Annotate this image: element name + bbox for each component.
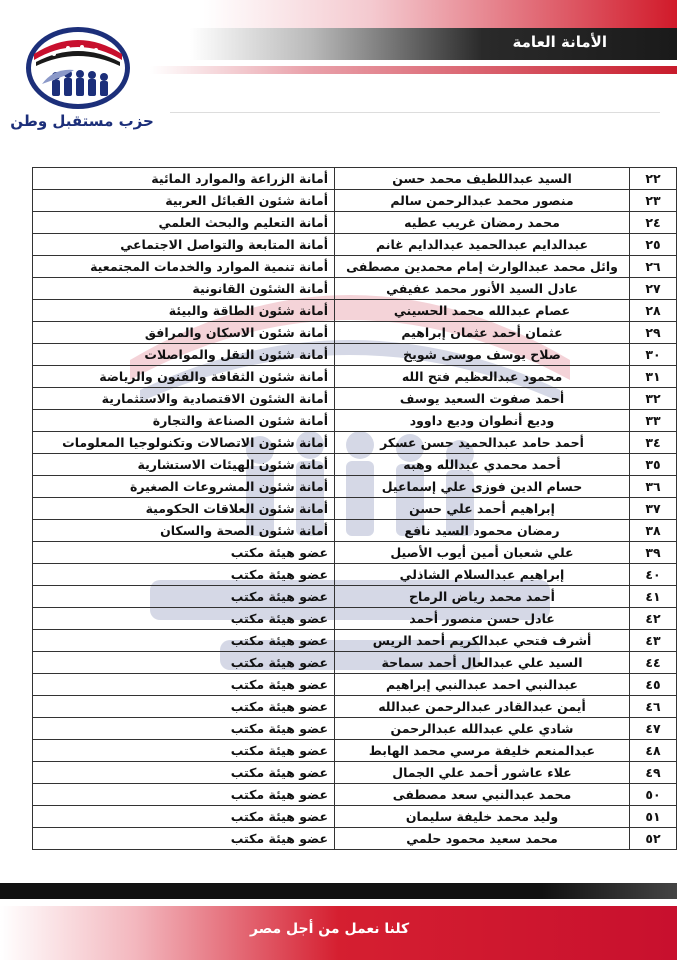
member-name: السيد علي عبدالعال أحمد سماحة bbox=[335, 652, 630, 674]
member-name: أشرف فتحي عبدالكريم أحمد الريس bbox=[335, 630, 630, 652]
party-logo-icon bbox=[24, 24, 132, 112]
table-row bbox=[33, 212, 677, 234]
table-row bbox=[33, 300, 677, 322]
header-red-strip bbox=[150, 66, 677, 74]
row-number: ٤٧ bbox=[630, 718, 677, 740]
member-role: أمانة الشئون الاقتصادية والاستثمارية bbox=[33, 388, 335, 410]
footer-slogan: كلنا نعمل من أجل مصر bbox=[250, 921, 410, 937]
row-number: ٢٦ bbox=[630, 256, 677, 278]
member-role: أمانة التعليم والبحث العلمي bbox=[33, 212, 335, 234]
member-role: عضو هيئة مكتب bbox=[33, 828, 335, 850]
row-number: ٢٤ bbox=[630, 212, 677, 234]
party-name: حزب مستقبل وطن bbox=[10, 112, 154, 130]
table-row bbox=[33, 432, 677, 454]
member-name: محمد سعيد محمود حلمي bbox=[335, 828, 630, 850]
table-row bbox=[33, 740, 677, 762]
row-number: ٣٣ bbox=[630, 410, 677, 432]
member-name: محمد عبدالنبي سعد مصطفى bbox=[335, 784, 630, 806]
member-name: أحمد حامد عبدالحميد حسن عسكر bbox=[335, 432, 630, 454]
row-number: ٣٠ bbox=[630, 344, 677, 366]
row-number: ٢٥ bbox=[630, 234, 677, 256]
footer-black-bar bbox=[0, 883, 677, 899]
members-table bbox=[32, 167, 677, 850]
row-number: ٤٦ bbox=[630, 696, 677, 718]
member-name: حسام الدين فوزى علي إسماعيل bbox=[335, 476, 630, 498]
row-number: ٢٣ bbox=[630, 190, 677, 212]
row-number: ٣٩ bbox=[630, 542, 677, 564]
member-name: محمد رمضان غريب عطيه bbox=[335, 212, 630, 234]
table-row bbox=[33, 410, 677, 432]
table-row bbox=[33, 520, 677, 542]
row-number: ٥٠ bbox=[630, 784, 677, 806]
row-number: ٣٦ bbox=[630, 476, 677, 498]
table-row bbox=[33, 652, 677, 674]
row-number: ٤٠ bbox=[630, 564, 677, 586]
row-number: ٤٨ bbox=[630, 740, 677, 762]
row-number: ٥١ bbox=[630, 806, 677, 828]
table-row bbox=[33, 256, 677, 278]
table-row bbox=[33, 454, 677, 476]
member-name: وائل محمد عبدالوارث إمام محمدين مصطفى bbox=[335, 256, 630, 278]
table-row bbox=[33, 608, 677, 630]
table-row bbox=[33, 322, 677, 344]
header-title-bar bbox=[190, 28, 677, 60]
row-number: ٤٩ bbox=[630, 762, 677, 784]
row-number: ٣٥ bbox=[630, 454, 677, 476]
row-number: ٣٤ bbox=[630, 432, 677, 454]
members-table-body bbox=[33, 168, 677, 850]
table-row bbox=[33, 630, 677, 652]
member-name: عبدالمنعم خليفة مرسي محمد الهابط bbox=[335, 740, 630, 762]
row-number: ٢٩ bbox=[630, 322, 677, 344]
row-number: ٤٥ bbox=[630, 674, 677, 696]
table-row bbox=[33, 278, 677, 300]
table-row bbox=[33, 388, 677, 410]
row-number: ٣٢ bbox=[630, 388, 677, 410]
member-name: شادي علي عبدالله عبدالرحمن bbox=[335, 718, 630, 740]
member-role: عضو هيئة مكتب bbox=[33, 630, 335, 652]
footer-red-bar bbox=[0, 906, 677, 960]
member-role: أمانة شئون الصحة والسكان bbox=[33, 520, 335, 542]
member-role: عضو هيئة مكتب bbox=[33, 674, 335, 696]
member-role: أمانة الزراعة والموارد المائية bbox=[33, 168, 335, 190]
row-number: ٣٧ bbox=[630, 498, 677, 520]
member-role: أمانة شئون الطاقة والبيئة bbox=[33, 300, 335, 322]
member-name: علاء عاشور أحمد علي الجمال bbox=[335, 762, 630, 784]
member-name: أحمد صفوت السعيد يوسف bbox=[335, 388, 630, 410]
member-name: إبراهيم أحمد علي حسن bbox=[335, 498, 630, 520]
row-number: ٥٢ bbox=[630, 828, 677, 850]
table-row bbox=[33, 190, 677, 212]
member-name: عادل السيد الأنور محمد عفيفي bbox=[335, 278, 630, 300]
member-name: عبدالدايم عبدالحميد عبدالدايم غانم bbox=[335, 234, 630, 256]
member-name: رمضان محمود السيد نافع bbox=[335, 520, 630, 542]
member-role: أمانة شئون الثقافة والفنون والرياضة bbox=[33, 366, 335, 388]
table-row bbox=[33, 762, 677, 784]
member-role: أمانة شئون النقل والمواصلات bbox=[33, 344, 335, 366]
row-number: ٢٧ bbox=[630, 278, 677, 300]
member-name: عادل حسن منصور أحمد bbox=[335, 608, 630, 630]
row-number: ٤٣ bbox=[630, 630, 677, 652]
row-number: ٤١ bbox=[630, 586, 677, 608]
member-name: علي شعبان أمين أيوب الأصيل bbox=[335, 542, 630, 564]
row-number: ٤٤ bbox=[630, 652, 677, 674]
table-row bbox=[33, 542, 677, 564]
table-row bbox=[33, 586, 677, 608]
member-name: عثمان أحمد عثمان إبراهيم bbox=[335, 322, 630, 344]
table-row bbox=[33, 168, 677, 190]
table-row bbox=[33, 344, 677, 366]
table-row bbox=[33, 498, 677, 520]
table-row bbox=[33, 828, 677, 850]
member-name: أيمن عبدالقادر عبدالرحمن عبدالله bbox=[335, 696, 630, 718]
member-name: وليد محمد خليفة سليمان bbox=[335, 806, 630, 828]
member-role: عضو هيئة مكتب bbox=[33, 542, 335, 564]
table-row bbox=[33, 234, 677, 256]
member-role: أمانة المتابعة والتواصل الاجتماعي bbox=[33, 234, 335, 256]
row-number: ٢٢ bbox=[630, 168, 677, 190]
member-role: أمانة تنمية الموارد والخدمات المجتمعية bbox=[33, 256, 335, 278]
member-role: أمانة الشئون القانونية bbox=[33, 278, 335, 300]
table-row bbox=[33, 476, 677, 498]
row-number: ٢٨ bbox=[630, 300, 677, 322]
member-role: أمانة شئون الهيئات الاستشارية bbox=[33, 454, 335, 476]
member-name: أحمد محمد رياض الرماح bbox=[335, 586, 630, 608]
member-role: أمانة شئون الصناعة والتجارة bbox=[33, 410, 335, 432]
table-row bbox=[33, 784, 677, 806]
member-role: عضو هيئة مكتب bbox=[33, 696, 335, 718]
member-role: أمانة شئون القبائل العربية bbox=[33, 190, 335, 212]
member-role: عضو هيئة مكتب bbox=[33, 762, 335, 784]
member-role: عضو هيئة مكتب bbox=[33, 608, 335, 630]
member-role: عضو هيئة مكتب bbox=[33, 564, 335, 586]
member-name: عبدالنبي احمد عبدالنبي إبراهيم bbox=[335, 674, 630, 696]
row-number: ٣٨ bbox=[630, 520, 677, 542]
member-name: عصام عبدالله محمد الحسيني bbox=[335, 300, 630, 322]
member-role: أمانة شئون الاسكان والمرافق bbox=[33, 322, 335, 344]
member-role: أمانة شئون المشروعات الصغيرة bbox=[33, 476, 335, 498]
member-role: أمانة شئون الاتصالات وتكنولوجيا المعلومات bbox=[33, 432, 335, 454]
table-row bbox=[33, 564, 677, 586]
member-role: عضو هيئة مكتب bbox=[33, 740, 335, 762]
member-name: منصور محمد عبدالرحمن سالم bbox=[335, 190, 630, 212]
table-row bbox=[33, 366, 677, 388]
member-name: أحمد محمدي عبدالله وهبه bbox=[335, 454, 630, 476]
member-name: وديع أنطوان وديع داوود bbox=[335, 410, 630, 432]
member-name: صلاح يوسف موسى شويخ bbox=[335, 344, 630, 366]
member-name: السيد عبداللطيف محمد حسن bbox=[335, 168, 630, 190]
table-row bbox=[33, 674, 677, 696]
member-role: عضو هيئة مكتب bbox=[33, 784, 335, 806]
row-number: ٣١ bbox=[630, 366, 677, 388]
member-role: عضو هيئة مكتب bbox=[33, 586, 335, 608]
table-row bbox=[33, 696, 677, 718]
member-name: إبراهيم عبدالسلام الشاذلي bbox=[335, 564, 630, 586]
header-divider bbox=[170, 112, 660, 113]
table-row bbox=[33, 806, 677, 828]
row-number: ٤٢ bbox=[630, 608, 677, 630]
member-role: عضو هيئة مكتب bbox=[33, 806, 335, 828]
table-row bbox=[33, 718, 677, 740]
page-title: الأمانة العامة bbox=[512, 33, 607, 51]
member-role: أمانة شئون العلاقات الحكومية bbox=[33, 498, 335, 520]
member-name: محمود عبدالعظيم فتح الله bbox=[335, 366, 630, 388]
member-role: عضو هيئة مكتب bbox=[33, 718, 335, 740]
member-role: عضو هيئة مكتب bbox=[33, 652, 335, 674]
